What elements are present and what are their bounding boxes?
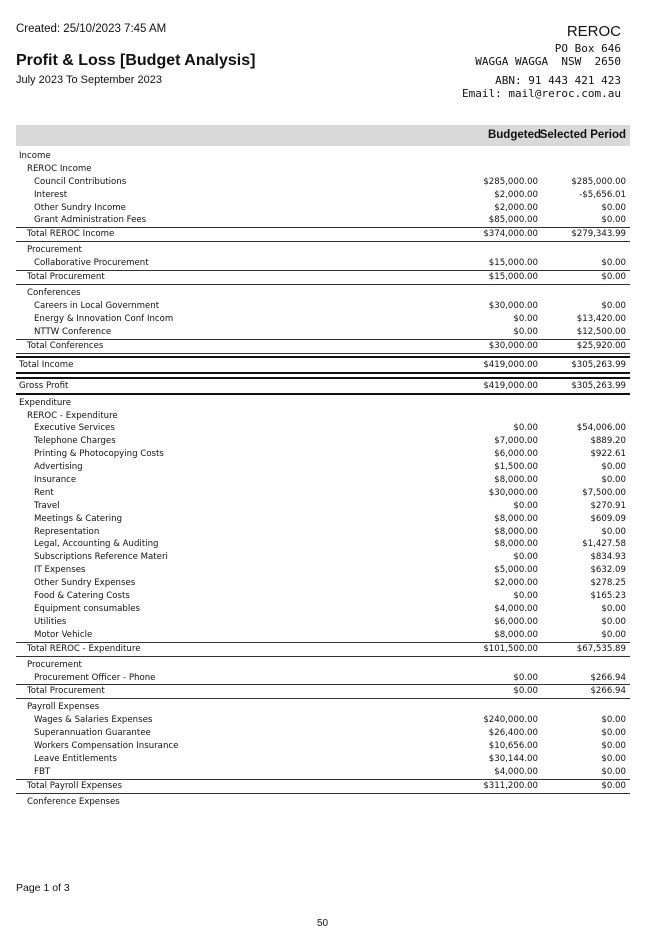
row-label: Procurement Officer - Phone	[34, 672, 156, 683]
table-row	[16, 727, 630, 740]
budgeted-value: $30,000.00	[488, 487, 538, 498]
budgeted-value: $4,000.00	[494, 766, 538, 777]
row-label: Grant Administration Fees	[34, 215, 147, 226]
selected-period-value: $270.91	[590, 500, 626, 511]
row-label: Total Procurement	[27, 272, 105, 283]
row-label: Procurement	[27, 245, 82, 256]
table-row	[16, 577, 630, 590]
selected-period-value: $67,535.89	[576, 643, 626, 654]
selected-period-value: $0.00	[601, 272, 626, 283]
selected-period-value: $0.00	[601, 780, 626, 791]
row-label: Conferences	[27, 288, 81, 299]
budgeted-value: $15,000.00	[488, 258, 538, 269]
section-heading	[16, 397, 630, 410]
section-heading	[16, 150, 630, 163]
table-row	[16, 672, 630, 685]
budgeted-value: $30,000.00	[488, 301, 538, 312]
selected-period-value: $0.00	[601, 728, 626, 739]
selected-period-value: $0.00	[601, 753, 626, 764]
row-label: Total Conferences	[27, 340, 104, 351]
row-label: Workers Compensation Insurance	[34, 741, 179, 752]
budgeted-value: $0.00	[513, 591, 538, 602]
table-row	[16, 448, 630, 461]
total-row	[16, 227, 630, 242]
row-label: Total Procurement	[27, 686, 105, 697]
selected-period-value: $0.00	[601, 301, 626, 312]
budgeted-value: $6,000.00	[494, 449, 538, 460]
table-row	[16, 629, 630, 642]
budgeted-value: $101,500.00	[483, 643, 538, 654]
row-label: Subscriptions Reference Materi	[34, 552, 168, 563]
budgeted-value: $0.00	[513, 672, 538, 683]
table-row	[16, 313, 630, 326]
table-row	[16, 753, 630, 766]
table-row	[16, 513, 630, 526]
row-label: Procurement	[27, 659, 82, 670]
row-label: Utilities	[34, 616, 67, 627]
row-label: Rent	[34, 487, 54, 498]
selected-period-value: $278.25	[590, 578, 626, 589]
row-label: Council Contributions	[34, 176, 127, 187]
total-row	[16, 642, 630, 657]
table-row	[16, 474, 630, 487]
row-label: Conference Expenses	[27, 796, 120, 807]
budgeted-value: $30,144.00	[488, 753, 538, 764]
selected-period-value: $0.00	[601, 475, 626, 486]
table-row	[16, 176, 630, 189]
row-label: Equipment consumables	[34, 603, 140, 614]
row-label: FBT	[34, 766, 51, 777]
budgeted-value: $4,000.00	[494, 603, 538, 614]
row-label: Representation	[34, 526, 100, 537]
page-number: 50	[316, 918, 329, 929]
table-row	[16, 422, 630, 435]
section-heading	[16, 163, 630, 176]
selected-period-value: $305,263.99	[571, 380, 626, 391]
row-label: Payroll Expenses	[27, 702, 100, 713]
section-heading	[16, 701, 630, 714]
address-line-1: PO Box 646	[554, 42, 621, 55]
total-row	[16, 270, 630, 285]
selected-period-value: $0.00	[601, 526, 626, 537]
row-label: Executive Services	[34, 423, 115, 434]
company-name: REROC	[566, 23, 621, 40]
row-label: Superannuation Guarantee	[34, 728, 151, 739]
section-heading	[16, 659, 630, 672]
selected-period-value: $0.00	[601, 741, 626, 752]
budgeted-value: $0.00	[513, 423, 538, 434]
selected-period-value: $7,500.00	[582, 487, 626, 498]
row-label: Total Income	[19, 359, 74, 370]
address-line-2: WAGGA WAGGA NSW 2650	[475, 55, 621, 68]
row-label: Other Sundry Expenses	[34, 578, 136, 589]
row-label: IT Expenses	[34, 565, 86, 576]
table-row	[16, 257, 630, 270]
row-label: Collaborative Procurement	[34, 258, 149, 269]
table-row	[16, 766, 630, 779]
row-label: Energy & Innovation Conf Incom	[34, 313, 174, 324]
section-heading	[16, 287, 630, 300]
budgeted-value: $0.00	[513, 686, 538, 697]
row-label: Income	[19, 151, 51, 161]
budgeted-value: $8,000.00	[494, 513, 538, 524]
selected-period-value: $632.09	[590, 565, 626, 576]
email: Email: mail@reroc.com.au	[462, 87, 621, 100]
row-label: Total REROC Income	[27, 229, 115, 240]
table-row	[16, 326, 630, 339]
total-row	[16, 377, 630, 395]
selected-period-value: $834.93	[590, 552, 626, 563]
selected-period-value: $0.00	[601, 215, 626, 226]
selected-period-value: $0.00	[601, 766, 626, 777]
selected-period-value: $25,920.00	[576, 340, 626, 351]
table-row	[16, 500, 630, 513]
row-label: Legal, Accounting & Auditing	[34, 539, 159, 550]
table-row	[16, 214, 630, 227]
table-row	[16, 487, 630, 500]
table-row	[16, 616, 630, 629]
budgeted-value: $15,000.00	[488, 272, 538, 283]
table-row	[16, 538, 630, 551]
budgeted-value: $30,000.00	[488, 340, 538, 351]
budgeted-value: $8,000.00	[494, 539, 538, 550]
selected-period-value: $0.00	[601, 629, 626, 640]
selected-period-value: $305,263.99	[571, 359, 626, 370]
selected-period-value: $0.00	[601, 715, 626, 726]
selected-period-value: $13,420.00	[576, 313, 626, 324]
row-label: REROC - Expenditure	[27, 410, 118, 421]
table-row	[16, 300, 630, 313]
row-label: REROC Income	[27, 163, 92, 174]
budgeted-value: $8,000.00	[494, 629, 538, 640]
report-title: Profit & Loss [Budget Analysis]	[16, 52, 256, 69]
budgeted-value: $2,000.00	[494, 578, 538, 589]
row-label: Wages & Salaries Expenses	[34, 715, 153, 726]
selected-period-value: -$5,656.01	[579, 189, 626, 200]
table-row	[16, 551, 630, 564]
budgeted-value: $311,200.00	[483, 780, 538, 791]
selected-period-value: $889.20	[590, 436, 626, 447]
row-label: Interest	[34, 189, 68, 200]
report-period: July 2023 To September 2023	[16, 74, 162, 86]
total-row	[16, 684, 630, 699]
column-budgeted: Budgeted	[487, 129, 541, 141]
budgeted-value: $0.00	[513, 552, 538, 563]
column-selected-period: Selected Period	[539, 129, 626, 141]
selected-period-value: $285,000.00	[571, 176, 626, 187]
budgeted-value: $374,000.00	[483, 229, 538, 240]
row-label: Food & Catering Costs	[34, 591, 130, 602]
section-heading	[16, 796, 630, 809]
selected-period-value: $12,500.00	[576, 326, 626, 337]
budgeted-value: $240,000.00	[483, 715, 538, 726]
budgeted-value: $10,656.00	[488, 741, 538, 752]
table-row	[16, 564, 630, 577]
selected-period-value: $0.00	[601, 616, 626, 627]
table-row	[16, 526, 630, 539]
total-row	[16, 339, 630, 354]
table-row	[16, 461, 630, 474]
row-label: Leave Entitlements	[34, 753, 117, 764]
table-row	[16, 189, 630, 202]
total-row	[16, 779, 630, 794]
selected-period-value: $165.23	[590, 591, 626, 602]
created-timestamp: Created: 25/10/2023 7:45 AM	[16, 23, 167, 35]
selected-period-value: $1,427.58	[582, 539, 626, 550]
row-label: Telephone Charges	[34, 436, 116, 447]
row-label: Meetings & Catering	[34, 513, 123, 524]
selected-period-value: $609.09	[590, 513, 626, 524]
selected-period-value: $0.00	[601, 258, 626, 269]
budgeted-value: $0.00	[513, 313, 538, 324]
table-row	[16, 435, 630, 448]
budgeted-value: $1,500.00	[494, 462, 538, 473]
row-label: Motor Vehicle	[34, 629, 93, 640]
selected-period-value: $54,006.00	[576, 423, 626, 434]
row-label: Total Payroll Expenses	[27, 780, 123, 791]
budgeted-value: $5,000.00	[494, 565, 538, 576]
row-label: NTTW Conference	[34, 326, 112, 337]
table-row	[16, 740, 630, 753]
page-indicator: Page 1 of 3	[16, 882, 70, 894]
table-row	[16, 202, 630, 215]
selected-period-value: $922.61	[590, 449, 626, 460]
report-table	[16, 150, 630, 809]
budgeted-value: $6,000.00	[494, 616, 538, 627]
budgeted-value: $26,400.00	[488, 728, 538, 739]
section-heading	[16, 244, 630, 257]
column-header-bar	[16, 125, 630, 146]
row-label: Travel	[34, 500, 60, 511]
selected-period-value: $0.00	[601, 202, 626, 213]
table-row	[16, 603, 630, 616]
table-row	[16, 714, 630, 727]
budgeted-value: $0.00	[513, 500, 538, 511]
selected-period-value: $266.94	[590, 672, 626, 683]
row-label: Expenditure	[19, 397, 71, 408]
budgeted-value: $8,000.00	[494, 526, 538, 537]
table-row	[16, 590, 630, 603]
section-heading	[16, 410, 630, 423]
budgeted-value: $85,000.00	[488, 215, 538, 226]
selected-period-value: $0.00	[601, 462, 626, 473]
row-label: Careers in Local Government	[34, 301, 160, 312]
budgeted-value: $419,000.00	[483, 380, 538, 391]
row-label: Insurance	[34, 475, 77, 486]
abn: ABN: 91 443 421 423	[495, 74, 621, 87]
row-label: Printing & Photocopying Costs	[34, 449, 164, 460]
selected-period-value: $266.94	[590, 686, 626, 697]
budgeted-value: $0.00	[513, 326, 538, 337]
row-label: Other Sundry Income	[34, 202, 126, 213]
selected-period-value: $279,343.99	[571, 229, 626, 240]
total-row	[16, 356, 630, 374]
budgeted-value: $8,000.00	[494, 475, 538, 486]
budgeted-value: $7,000.00	[494, 436, 538, 447]
row-label: Total REROC - Expenditure	[27, 643, 141, 654]
budgeted-value: $2,000.00	[494, 189, 538, 200]
row-label: Advertising	[34, 462, 83, 473]
budgeted-value: $419,000.00	[483, 359, 538, 370]
budgeted-value: $285,000.00	[483, 176, 538, 187]
budgeted-value: $2,000.00	[494, 202, 538, 213]
row-label: Gross Profit	[19, 380, 69, 391]
selected-period-value: $0.00	[601, 603, 626, 614]
